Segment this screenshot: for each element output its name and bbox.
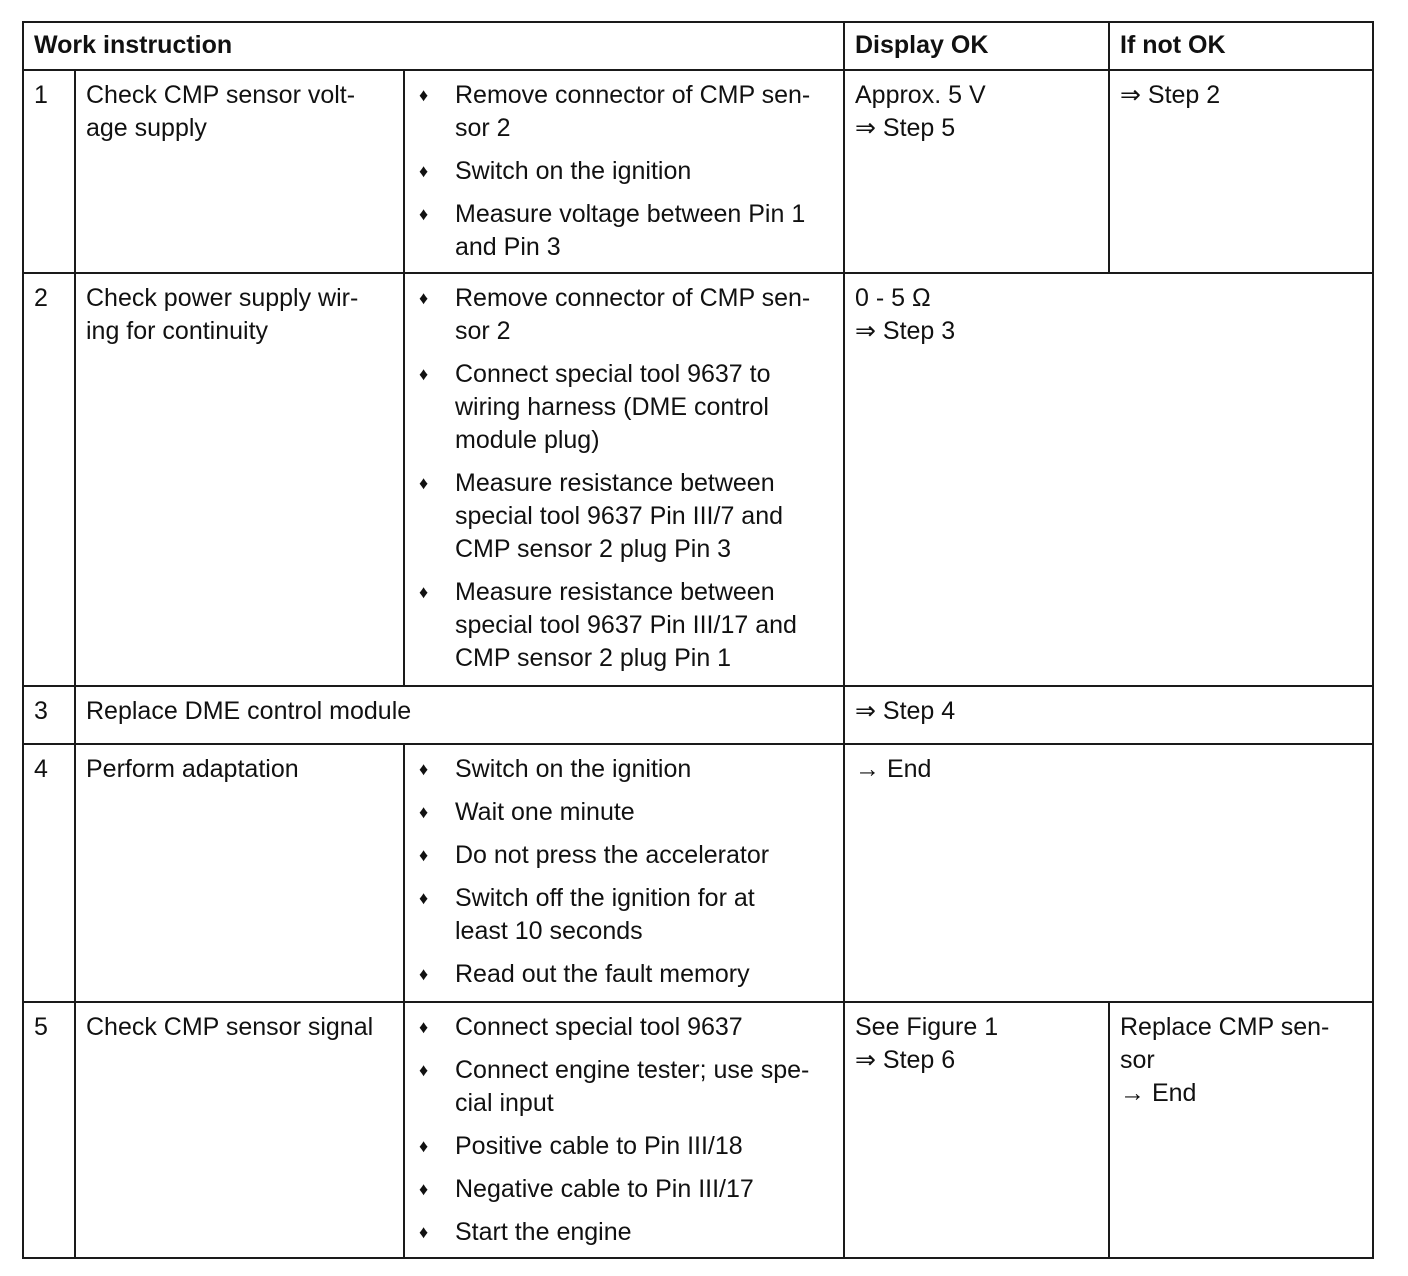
display-ok-cell bbox=[844, 744, 1373, 1002]
step-line: Negative cable to Pin III/17 bbox=[455, 1175, 754, 1203]
list-item bbox=[415, 1011, 833, 1044]
display-ok-line: → End bbox=[855, 755, 932, 783]
steps-list bbox=[415, 1011, 833, 1249]
diamond-bullet-icon: ♦ bbox=[419, 845, 429, 865]
display-ok-cell bbox=[844, 686, 1373, 744]
list-item bbox=[415, 882, 833, 948]
step-line: sor 2 bbox=[455, 317, 511, 345]
step-line: Remove connector of CMP sen- bbox=[455, 284, 811, 312]
table-row bbox=[23, 1002, 1373, 1258]
step-line: and Pin 3 bbox=[455, 233, 561, 261]
step-line: CMP sensor 2 plug Pin 1 bbox=[455, 644, 732, 672]
task-cell bbox=[75, 744, 404, 1002]
step-line: Switch off the ignition for at bbox=[455, 884, 755, 912]
list-item bbox=[415, 1173, 833, 1206]
table-row bbox=[23, 70, 1373, 273]
step-line: Measure resistance between bbox=[455, 578, 775, 606]
list-item bbox=[415, 282, 833, 348]
step-line: Read out the fault memory bbox=[455, 960, 750, 988]
list-item bbox=[415, 796, 833, 829]
task-line: Perform adaptation bbox=[86, 755, 299, 783]
if-not-ok-cell bbox=[1109, 70, 1373, 273]
steps-cell bbox=[404, 744, 844, 1002]
display-ok-line: ⇒ Step 6 bbox=[855, 1046, 956, 1074]
display-ok-line: ⇒ Step 3 bbox=[855, 317, 956, 345]
list-item bbox=[415, 358, 833, 457]
if-not-ok-cell bbox=[1109, 1002, 1373, 1258]
list-item bbox=[415, 1054, 833, 1120]
display-ok-cell bbox=[844, 70, 1109, 273]
step-line: special tool 9637 Pin III/7 and bbox=[455, 502, 784, 530]
step-line: least 10 seconds bbox=[455, 917, 643, 945]
if-not-ok-line: sor bbox=[1120, 1046, 1155, 1074]
diamond-bullet-icon: ♦ bbox=[419, 1136, 429, 1156]
diamond-bullet-icon: ♦ bbox=[419, 1060, 429, 1080]
header-if-not-ok: If not OK bbox=[1109, 22, 1373, 70]
step-line: module plug) bbox=[455, 426, 600, 454]
diamond-bullet-icon: ♦ bbox=[419, 204, 429, 224]
step-line: Positive cable to Pin III/18 bbox=[455, 1132, 743, 1160]
step-line: sor 2 bbox=[455, 114, 511, 142]
display-ok-line: See Figure 1 bbox=[855, 1013, 999, 1041]
diamond-bullet-icon: ♦ bbox=[419, 582, 429, 602]
step-line: Connect engine tester; use spe- bbox=[455, 1056, 810, 1084]
diamond-bullet-icon: ♦ bbox=[419, 888, 429, 908]
task-cell bbox=[75, 686, 844, 744]
diamond-bullet-icon: ♦ bbox=[419, 1222, 429, 1242]
step-line: Measure voltage between Pin 1 bbox=[455, 200, 806, 228]
diamond-bullet-icon: ♦ bbox=[419, 85, 429, 105]
steps-list bbox=[415, 282, 833, 675]
step-number: 2 bbox=[23, 273, 75, 686]
list-item bbox=[415, 753, 833, 786]
display-ok-cell bbox=[844, 1002, 1109, 1258]
header-work-instruction: Work instruction bbox=[23, 22, 844, 70]
display-ok-line: ⇒ Step 4 bbox=[855, 697, 956, 725]
steps-cell bbox=[404, 1002, 844, 1258]
steps-cell bbox=[404, 273, 844, 686]
step-line: Remove connector of CMP sen- bbox=[455, 81, 811, 109]
display-ok-line: Approx. 5 V bbox=[855, 81, 986, 109]
table-row bbox=[23, 744, 1373, 1002]
list-item bbox=[415, 839, 833, 872]
if-not-ok-line: Replace CMP sen- bbox=[1120, 1013, 1330, 1041]
steps-list bbox=[415, 79, 833, 264]
list-item bbox=[415, 155, 833, 188]
list-item bbox=[415, 1216, 833, 1249]
step-line: Connect special tool 9637 bbox=[455, 1013, 743, 1041]
step-number: 5 bbox=[23, 1002, 75, 1258]
display-ok-cell bbox=[844, 273, 1373, 686]
list-item bbox=[415, 1130, 833, 1163]
list-item bbox=[415, 576, 833, 675]
task-line: Check power supply wir- bbox=[86, 284, 359, 312]
display-ok-line: 0 - 5 Ω bbox=[855, 284, 931, 312]
step-line: cial input bbox=[455, 1089, 554, 1117]
display-ok-line: ⇒ Step 5 bbox=[855, 114, 956, 142]
task-line: Check CMP sensor signal bbox=[86, 1013, 374, 1041]
table-header-row bbox=[23, 22, 1373, 70]
if-not-ok-line: → End bbox=[1120, 1079, 1197, 1107]
list-item bbox=[415, 79, 833, 145]
task-line: age supply bbox=[86, 114, 207, 142]
diamond-bullet-icon: ♦ bbox=[419, 364, 429, 384]
task-cell bbox=[75, 70, 404, 273]
step-line: wiring harness (DME control bbox=[455, 393, 769, 421]
diamond-bullet-icon: ♦ bbox=[419, 759, 429, 779]
step-line: special tool 9637 Pin III/17 and bbox=[455, 611, 797, 639]
table-row bbox=[23, 273, 1373, 686]
step-line: Measure resistance between bbox=[455, 469, 775, 497]
list-item bbox=[415, 467, 833, 566]
step-number: 3 bbox=[23, 686, 75, 744]
diamond-bullet-icon: ♦ bbox=[419, 473, 429, 493]
diamond-bullet-icon: ♦ bbox=[419, 1017, 429, 1037]
step-line: Do not press the accelerator bbox=[455, 841, 770, 869]
step-number: 4 bbox=[23, 744, 75, 1002]
task-cell bbox=[75, 273, 404, 686]
diamond-bullet-icon: ♦ bbox=[419, 964, 429, 984]
if-not-ok-line: ⇒ Step 2 bbox=[1120, 81, 1221, 109]
task-cell bbox=[75, 1002, 404, 1258]
work-instruction-table bbox=[22, 21, 1374, 1259]
steps-cell bbox=[404, 70, 844, 273]
step-line: Switch on the ignition bbox=[455, 157, 692, 185]
task-line: Replace DME control module bbox=[86, 697, 412, 725]
diamond-bullet-icon: ♦ bbox=[419, 161, 429, 181]
list-item bbox=[415, 958, 833, 991]
steps-list bbox=[415, 753, 833, 991]
diamond-bullet-icon: ♦ bbox=[419, 802, 429, 822]
list-item bbox=[415, 198, 833, 264]
step-number: 1 bbox=[23, 70, 75, 273]
step-line: CMP sensor 2 plug Pin 3 bbox=[455, 535, 732, 563]
task-line: ing for continuity bbox=[86, 317, 269, 345]
step-line: Start the engine bbox=[455, 1218, 632, 1246]
diamond-bullet-icon: ♦ bbox=[419, 1179, 429, 1199]
step-line: Wait one minute bbox=[455, 798, 635, 826]
task-line: Check CMP sensor volt- bbox=[86, 81, 356, 109]
header-display-ok: Display OK bbox=[844, 22, 1109, 70]
diamond-bullet-icon: ♦ bbox=[419, 288, 429, 308]
step-line: Switch on the ignition bbox=[455, 755, 692, 783]
table-row bbox=[23, 686, 1373, 744]
step-line: Connect special tool 9637 to bbox=[455, 360, 771, 388]
